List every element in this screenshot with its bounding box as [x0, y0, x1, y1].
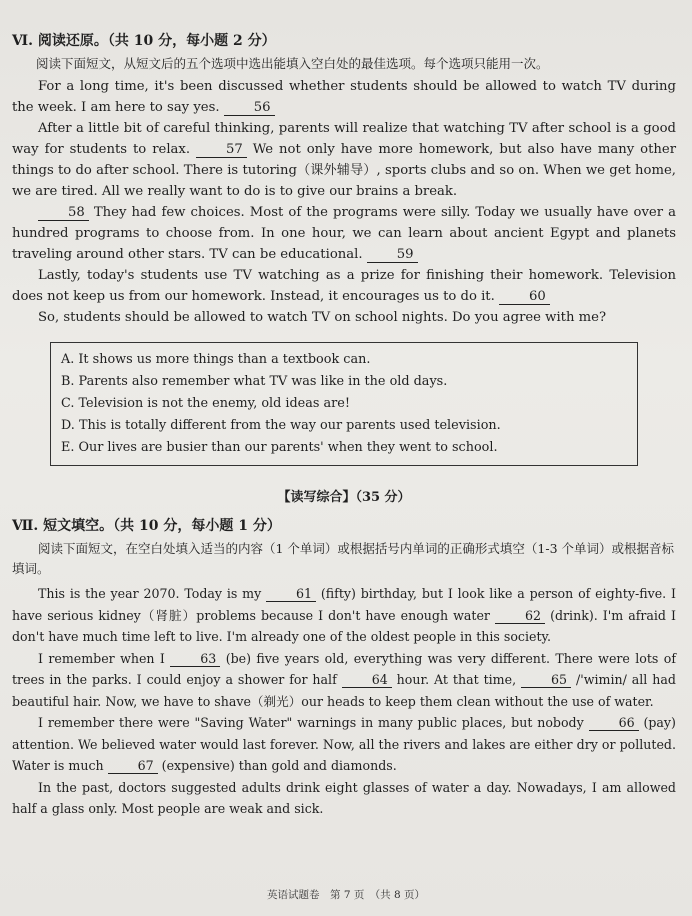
paragraph-text: hour. At that time,	[396, 672, 517, 687]
paragraph-text: This is the year 2070. Today is my	[38, 586, 262, 601]
option-d: D. This is totally different from the way our parents used television.	[61, 418, 501, 433]
option-a: A. It shows us more things than a textbook can.	[61, 352, 371, 367]
blank-64: 64	[342, 672, 392, 688]
page-footer: 英语试题卷 第 7 页 （共 8 页）	[267, 889, 425, 901]
passage2-paragraph	[12, 712, 676, 777]
passage1-paragraph	[12, 202, 676, 265]
passage1-paragraph	[12, 76, 676, 118]
paragraph-text: (be) five years old, everything was very different. There were lots of trees in the parks. I could enjoy a shower for half	[12, 650, 676, 687]
blank-67: 67	[108, 758, 158, 774]
section7-instruction: 阅读下面短文，在空白处填入适当的内容（1 个单词）或根据括号内单词的正确形式填空（1-3 个单词）或根据音标填词。	[12, 541, 675, 576]
section7	[12, 515, 676, 820]
blank-66: 66	[589, 715, 639, 731]
blank-61: 61	[266, 586, 316, 602]
blank-59: 59	[367, 247, 418, 263]
blank-57: 57	[196, 142, 247, 158]
passage2-paragraph: In the past, doctors suggested adults drink eight glasses of water a day. Nowadays, I am allowed half a glass only. Most people are weak and sick.	[12, 779, 676, 816]
passage1-paragraph: So, students should be allowed to watch TV on school nights. Do you agree with me?	[38, 310, 607, 325]
passage2-paragraph	[12, 583, 676, 648]
section7-title: Ⅶ. 短文填空。（共 10 分，每小题 1 分）	[12, 518, 281, 534]
passage1-paragraph	[12, 118, 676, 202]
section6-title: Ⅵ. 阅读还原。（共 10 分，每小题 2 分）	[12, 33, 276, 49]
passage2-paragraph	[12, 648, 676, 713]
paragraph-text: /'wimin/ all had beautiful hair. Now, we have to shave（剃光）our heads to keep them clean without the use of water.	[12, 672, 676, 709]
part-title: 【读写综合】（35 分）	[277, 490, 411, 505]
option-e: E. Our lives are busier than our parents' when they went to school.	[61, 440, 498, 455]
paragraph-text: I remember when I	[38, 650, 165, 666]
blank-65: 65	[521, 672, 571, 688]
blank-60: 60	[499, 289, 550, 305]
paragraph-text: Lastly, today's students use TV watching as a prize for finishing their homework. Television does not keep us from our homework. Instead, it encourages us to do it.	[12, 268, 676, 304]
paragraph-text: They had few choices. Most of the programs were silly. Today we usually have over a hundred programs to choose from. In one hour, we can learn about ancient Egypt and planets traveling around other stars. TV can be educational.	[12, 205, 676, 262]
paragraph-text: (expensive) than gold and diamonds.	[161, 758, 397, 773]
paragraph-text: For a long time, it's been discussed whether students should be allowed to watch TV during the week. I am here to say yes.	[12, 79, 676, 115]
section6-instruction: 阅读下面短文，从短文后的五个选项中选出能填入空白处的最佳选项。每个选项只能用一次。	[36, 56, 549, 71]
blank-58: 58	[38, 205, 89, 221]
paragraph-text: (drink). I'm afraid I don't have much time left to live. I'm already one of the oldest people in this society.	[12, 607, 676, 644]
option-b: B. Parents also remember what TV was like in the old days.	[61, 374, 448, 389]
paragraph-text: I remember there were "Saving Water" warnings in many public places, but nobody	[38, 715, 584, 730]
paragraph-text: We not only have more homework, but also have many other things to do after school. There is tutoring（课外辅导）, sports clubs and so on. When we get home, we are tired. All we really want to do is to give our brains a break.	[12, 142, 677, 199]
blank-56: 56	[224, 100, 275, 116]
paragraph-text: (fifty) birthday, but I look like a person of eighty-five. I have serious kidney（肾脏）problems because I don't have enough water	[12, 586, 676, 623]
paragraph-text: After a little bit of careful thinking, parents will realize that watching TV after school is a good way for students to relax.	[12, 121, 676, 157]
blank-62: 62	[495, 608, 545, 624]
passage1-paragraph	[12, 265, 676, 307]
blank-63: 63	[170, 651, 220, 667]
paragraph-text: (pay) attention. We believed water would last forever. Now, all the rivers and lakes are either dry or polluted. Water is much	[12, 715, 676, 773]
options-box	[50, 342, 638, 466]
option-c: C. Television is not the enemy, old ideas are!	[61, 396, 350, 411]
